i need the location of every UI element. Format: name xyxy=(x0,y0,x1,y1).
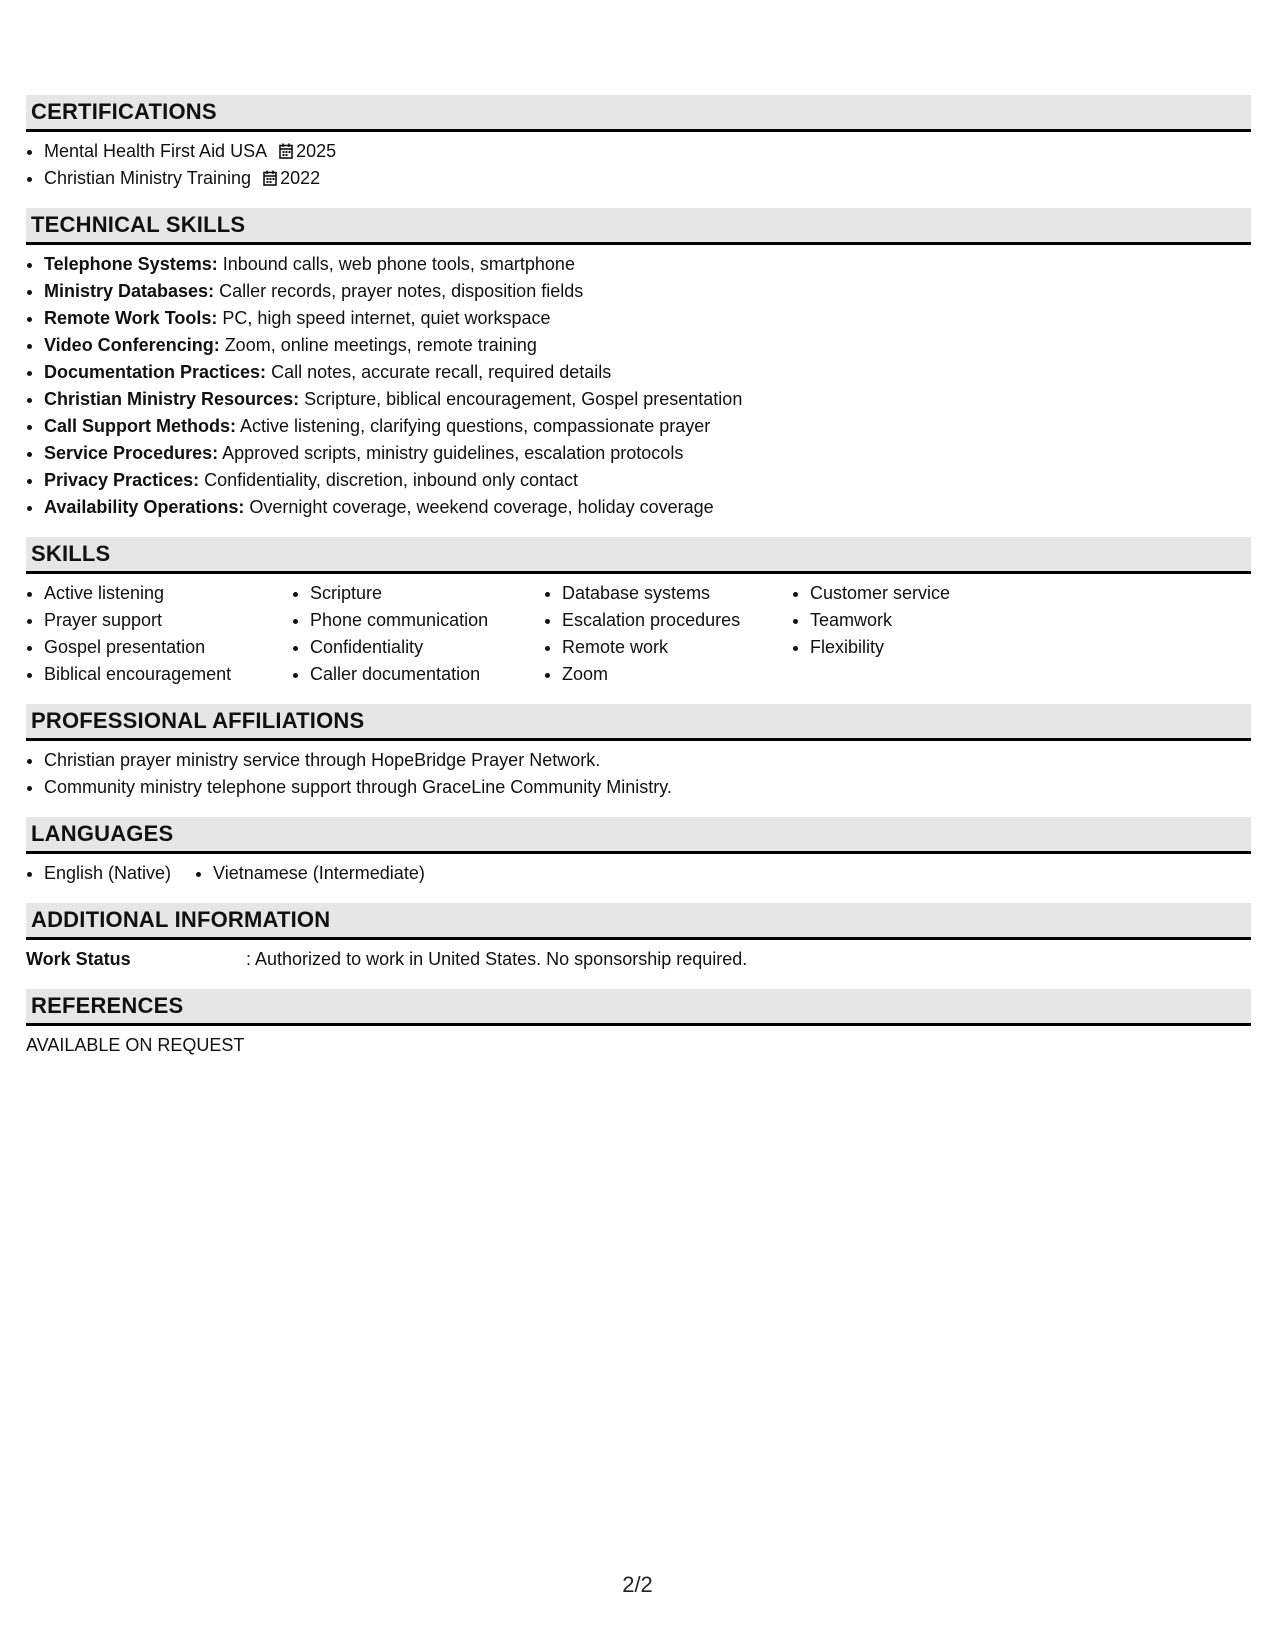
technical-skill-item xyxy=(44,278,1251,305)
skills-column xyxy=(792,580,950,688)
languages-row xyxy=(26,860,1251,887)
skill-item: • Caller documentation xyxy=(310,661,520,688)
skill-label: Service Procedures: xyxy=(44,443,219,463)
skill-label: Telephone Systems: xyxy=(44,254,218,274)
section-title: REFERENCES xyxy=(26,989,1251,1026)
certification-item xyxy=(44,138,1251,165)
skill-item: • Escalation procedures xyxy=(562,607,768,634)
skill-label: Call Support Methods: xyxy=(44,416,236,436)
certification-name: Mental Health First Aid USA xyxy=(44,141,268,161)
affiliation-item: • Community ministry telephone support through GraceLine Community Ministry. xyxy=(44,774,1251,801)
skill-label: Documentation Practices: xyxy=(44,362,267,382)
skill-item: • Biblical encouragement xyxy=(44,661,268,688)
skill-text: Call notes, accurate recall, required details xyxy=(266,362,612,382)
section-title: CERTIFICATIONS xyxy=(26,95,1251,132)
skills-column xyxy=(26,580,268,688)
additional-info-section xyxy=(26,903,1251,973)
skill-item: • Zoom xyxy=(562,661,768,688)
calendar-icon xyxy=(279,143,293,159)
affiliations-section xyxy=(26,704,1251,801)
calendar-icon xyxy=(263,170,277,186)
work-status-row xyxy=(26,946,1251,973)
skill-item: • Customer service xyxy=(810,580,950,607)
technical-skills-list xyxy=(26,251,1251,521)
work-status-value: : Authorized to work in United States. No sponsorship required. xyxy=(246,949,748,969)
technical-skill-item xyxy=(44,440,1251,467)
technical-skill-item xyxy=(44,467,1251,494)
skill-item: • Gospel presentation xyxy=(44,634,268,661)
skills-column xyxy=(544,580,768,688)
references-section xyxy=(26,989,1251,1059)
certification-year: 2025 xyxy=(296,141,337,161)
skills-section xyxy=(26,537,1251,688)
technical-skill-item xyxy=(44,305,1251,332)
certifications-list xyxy=(26,138,1251,192)
resume-page xyxy=(26,95,1251,1075)
skill-text: Overnight coverage, weekend coverage, holiday coverage xyxy=(244,497,714,517)
skill-item: • Flexibility xyxy=(810,634,950,661)
affiliation-item: • Christian prayer ministry service through HopeBridge Prayer Network. xyxy=(44,747,1251,774)
skill-text: PC, high speed internet, quiet workspace xyxy=(217,308,551,328)
skill-item: • Scripture xyxy=(310,580,520,607)
work-status-label: Work Status xyxy=(26,949,131,969)
skill-item: • Confidentiality xyxy=(310,634,520,661)
skill-item: • Remote work xyxy=(562,634,768,661)
skill-text: Active listening, clarifying questions, compassionate prayer xyxy=(236,416,711,436)
languages-section xyxy=(26,817,1251,887)
skill-label: Christian Ministry Resources: xyxy=(44,389,300,409)
skill-label: Remote Work Tools: xyxy=(44,308,218,328)
technical-skill-item xyxy=(44,386,1251,413)
certifications-section xyxy=(26,95,1251,192)
certification-name: Christian Ministry Training xyxy=(44,168,252,188)
technical-skill-item xyxy=(44,251,1251,278)
affiliations-list xyxy=(26,747,1251,801)
skill-label: Video Conferencing: xyxy=(44,335,220,355)
languages-list xyxy=(195,860,425,887)
skill-text: Zoom, online meetings, remote training xyxy=(219,335,537,355)
skill-label: Availability Operations: xyxy=(44,497,245,517)
skill-text: Caller records, prayer notes, disposition fields xyxy=(214,281,584,301)
language-item: • English (Native) xyxy=(44,860,171,887)
skill-label: Privacy Practices: xyxy=(44,470,200,490)
technical-skills-section xyxy=(26,208,1251,521)
skill-item: • Prayer support xyxy=(44,607,268,634)
technical-skill-item xyxy=(44,494,1251,521)
technical-skill-item xyxy=(44,413,1251,440)
skill-item: • Active listening xyxy=(44,580,268,607)
section-title: LANGUAGES xyxy=(26,817,1251,854)
skill-item: • Database systems xyxy=(562,580,768,607)
skill-item: • Teamwork xyxy=(810,607,950,634)
skill-text: Scripture, biblical encouragement, Gospel presentation xyxy=(299,389,743,409)
section-title: PROFESSIONAL AFFILIATIONS xyxy=(26,704,1251,741)
technical-skill-item xyxy=(44,332,1251,359)
languages-list xyxy=(26,860,171,887)
skills-grid xyxy=(26,580,1251,688)
skill-text: Confidentiality, discretion, inbound only contact xyxy=(199,470,578,490)
skill-label: Ministry Databases: xyxy=(44,281,215,301)
section-title: TECHNICAL SKILLS xyxy=(26,208,1251,245)
section-title: SKILLS xyxy=(26,537,1251,574)
skill-text: Inbound calls, web phone tools, smartphone xyxy=(217,254,575,274)
section-title: ADDITIONAL INFORMATION xyxy=(26,903,1251,940)
skill-item: • Phone communication xyxy=(310,607,520,634)
technical-skill-item xyxy=(44,359,1251,386)
certification-item xyxy=(44,165,1251,192)
language-item: • Vietnamese (Intermediate) xyxy=(213,860,425,887)
skill-text: Approved scripts, ministry guidelines, escalation protocols xyxy=(218,443,684,463)
skills-column xyxy=(292,580,520,688)
certification-year: 2022 xyxy=(280,168,321,188)
references-text: AVAILABLE ON REQUEST xyxy=(26,1035,245,1055)
page-number: 2/2 xyxy=(622,1572,653,1597)
